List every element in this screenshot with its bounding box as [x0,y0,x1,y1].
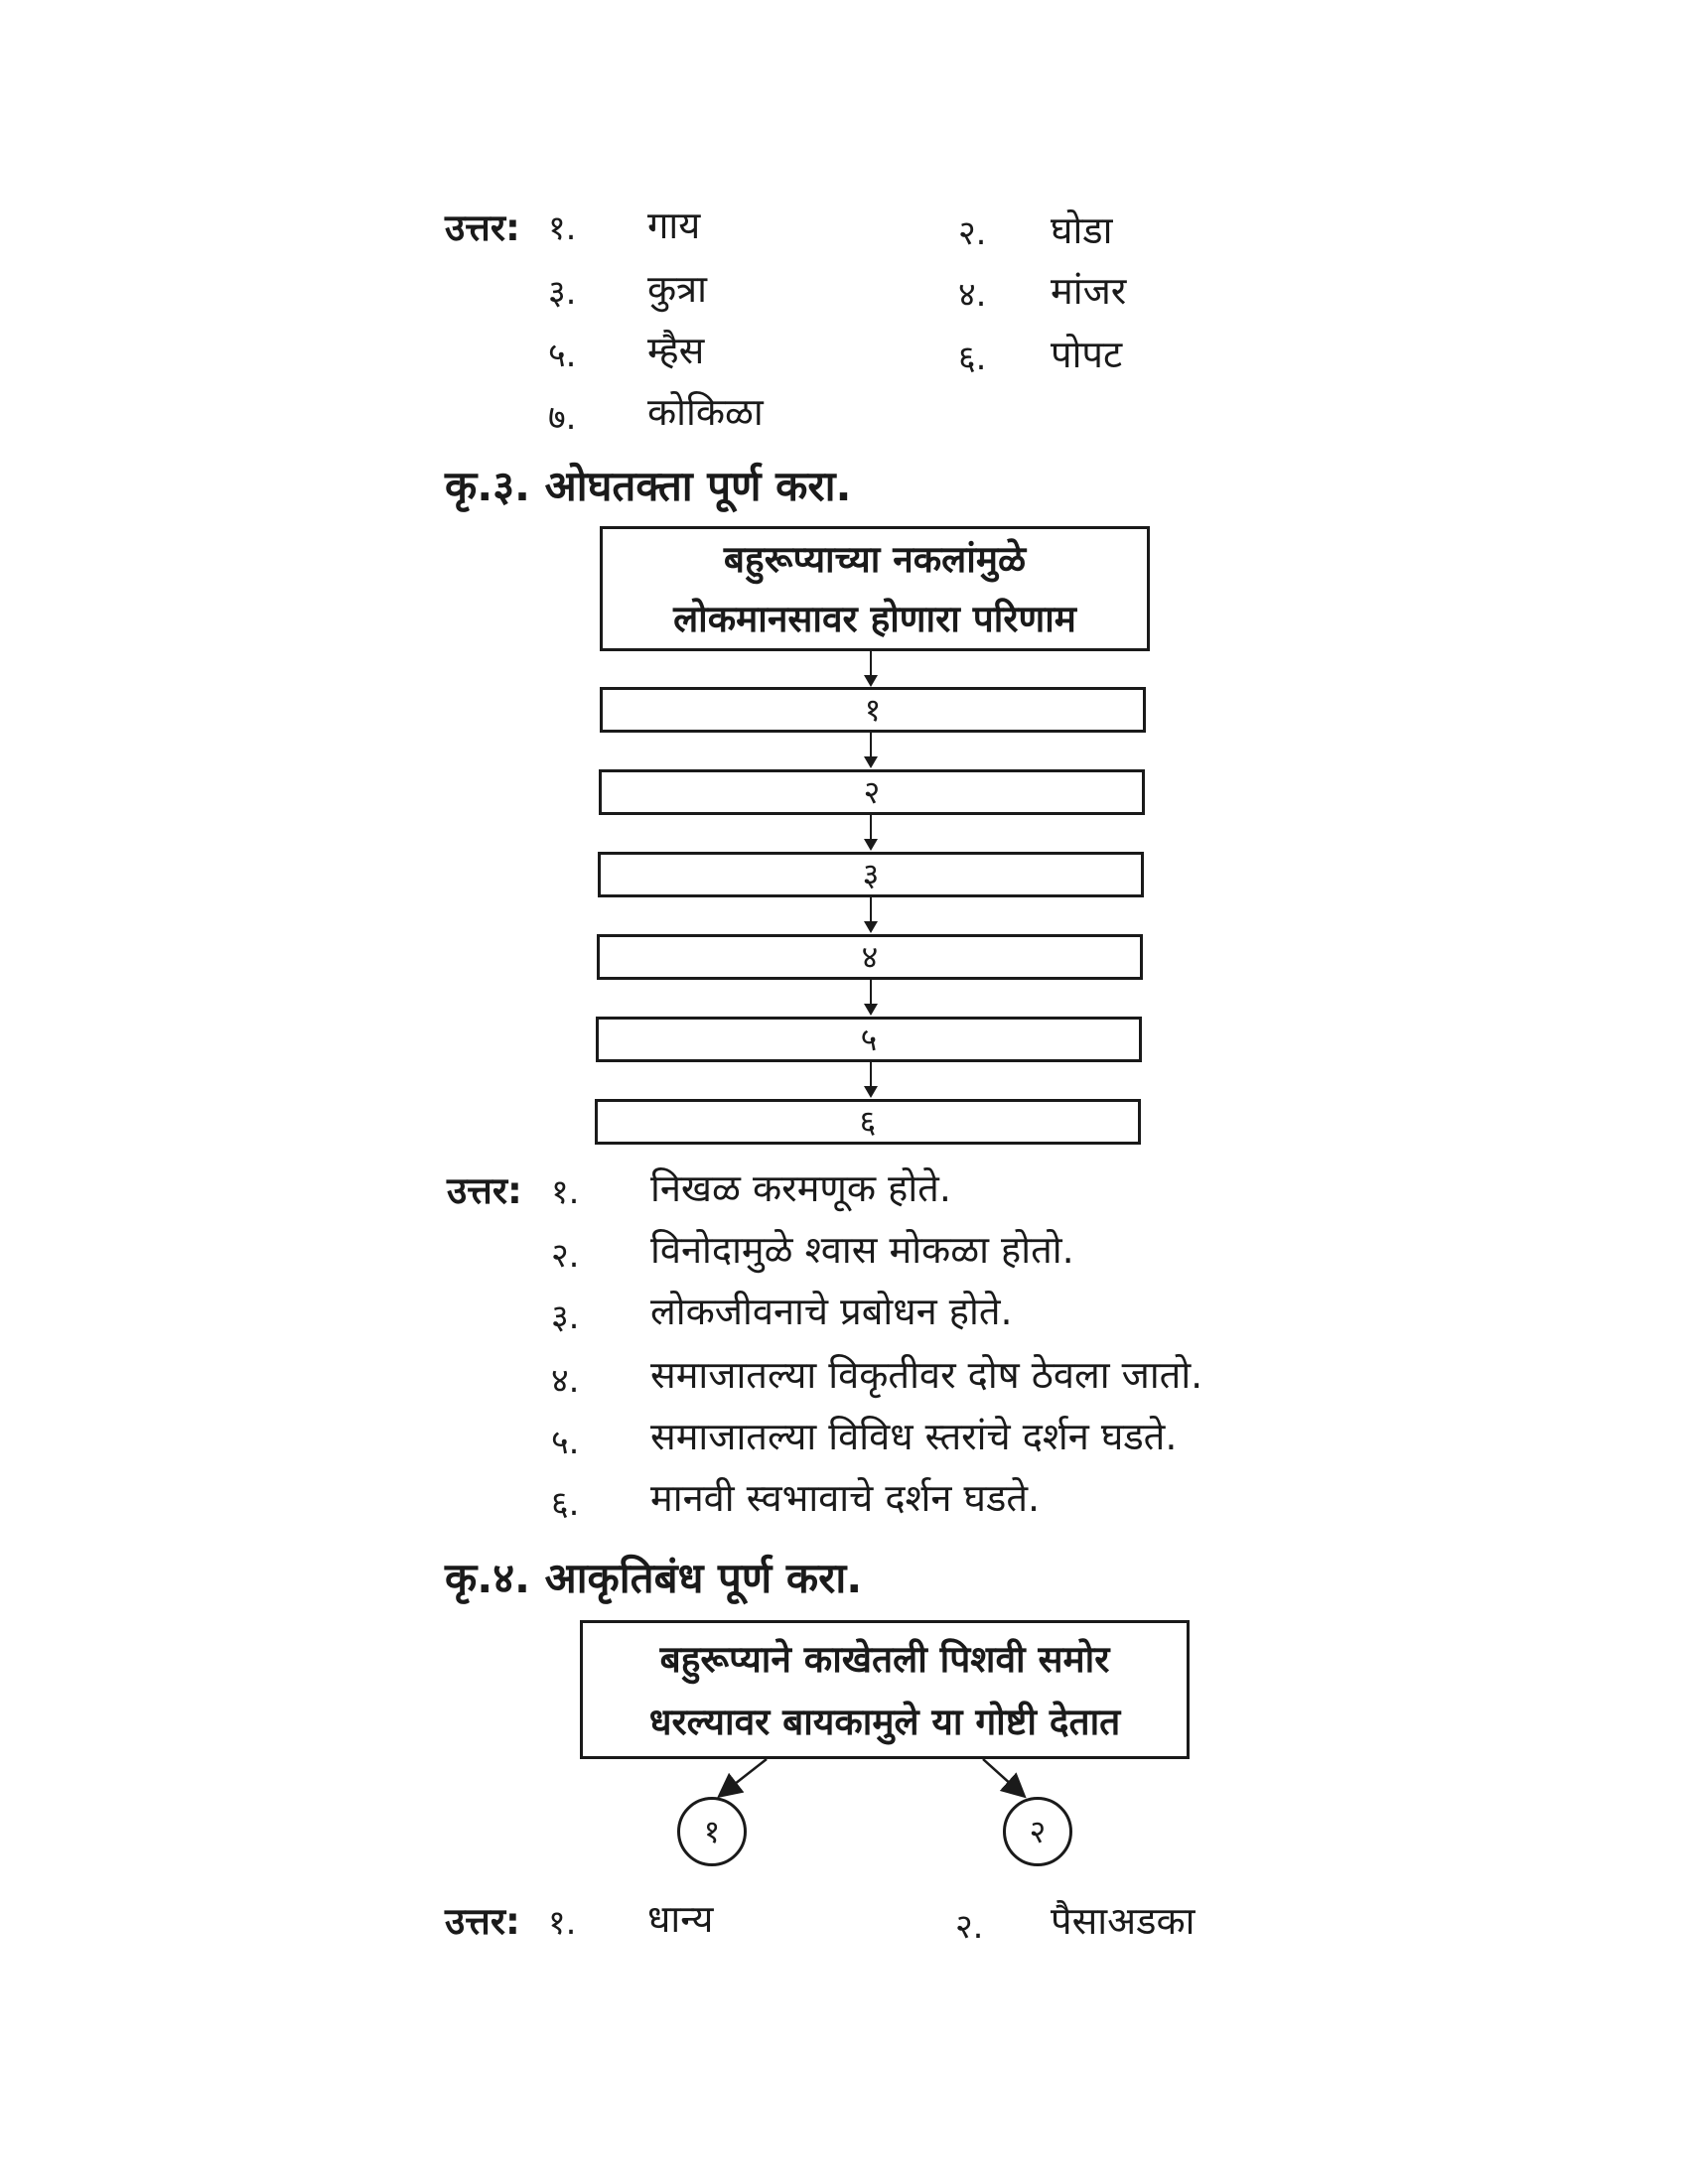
answer-number: ४. [958,275,987,315]
diagram-box-line: बहुरूप्याने काखेतली पिशवी समोर [659,1638,1110,1681]
answer-text: धान्य [647,1897,714,1941]
answer-text: समाजातल्या विविध स्तरांचे दर्शन घडते. [650,1415,1178,1458]
flow-step-box: ५ [596,1017,1142,1062]
answer-number: १. [548,208,577,248]
flow-step-box: १ [600,687,1146,733]
answer-number: ५. [551,1423,580,1462]
answer-number: २. [958,213,987,253]
answer-text: कुत्रा [647,267,708,311]
answer-label: उत्तर: [445,206,520,249]
answer-number: ६. [958,339,987,378]
answer-text: म्हैस [647,329,705,372]
answer-text: घोडा [1051,208,1113,252]
answer-text: कोकिळा [647,390,764,434]
answer-text: लोकजीवनाचे प्रबोधन होते. [650,1290,1013,1333]
answer-circle: २ [1003,1797,1072,1866]
answer-text: निखळ करमणूक होते. [650,1166,951,1210]
arrow-right-connector [983,1759,1023,1795]
answer-number: ३. [551,1297,580,1337]
flow-step-box: ३ [598,852,1144,897]
answer-number: १. [551,1172,580,1212]
diagram-box-line: धरल्यावर बायकामुले या गोष्टी देतात [648,1701,1121,1743]
answer-number: २. [551,1236,580,1276]
answer-number: ४. [551,1361,580,1401]
answer-text: गाय [647,204,701,247]
answer-circle: १ [677,1797,747,1866]
answer-text: विनोदामुळे श्वास मोकळा होतो. [650,1228,1074,1272]
answer-number: २. [955,1907,984,1947]
answer-text: पैसाअडका [1051,1899,1196,1943]
answer-text: मानवी स्वभावाचे दर्शन घडते. [650,1476,1041,1520]
flow-step-box: ४ [597,934,1143,980]
flow-step-box: ६ [595,1099,1141,1145]
answer-text: मांजर [1051,269,1127,313]
question-heading: कृ.४. आकृतिबंध पूर्ण करा. [445,1554,863,1602]
answer-number: ७. [548,398,577,438]
answer-text: पोपट [1051,333,1123,376]
flowchart-title-line: बहुरूप्याच्या नकलांमुळे [723,538,1027,581]
flow-step-box: २ [599,769,1145,815]
answer-label: उत्तर: [445,1900,520,1943]
answer-number: ३. [548,273,577,313]
answer-label: उत्तर: [447,1169,522,1212]
answer-number: ६. [551,1484,580,1524]
question-heading: कृ.३. ओघतक्ता पूर्ण करा. [445,462,852,510]
flowchart-title-line: लोकमानसावर होणारा परिणाम [673,598,1076,640]
answer-number: १. [548,1903,577,1943]
arrow-left-connector [721,1759,767,1795]
answer-text: समाजातल्या विकृतीवर दोष ठेवला जातो. [650,1353,1203,1397]
answer-number: ५. [548,336,577,375]
